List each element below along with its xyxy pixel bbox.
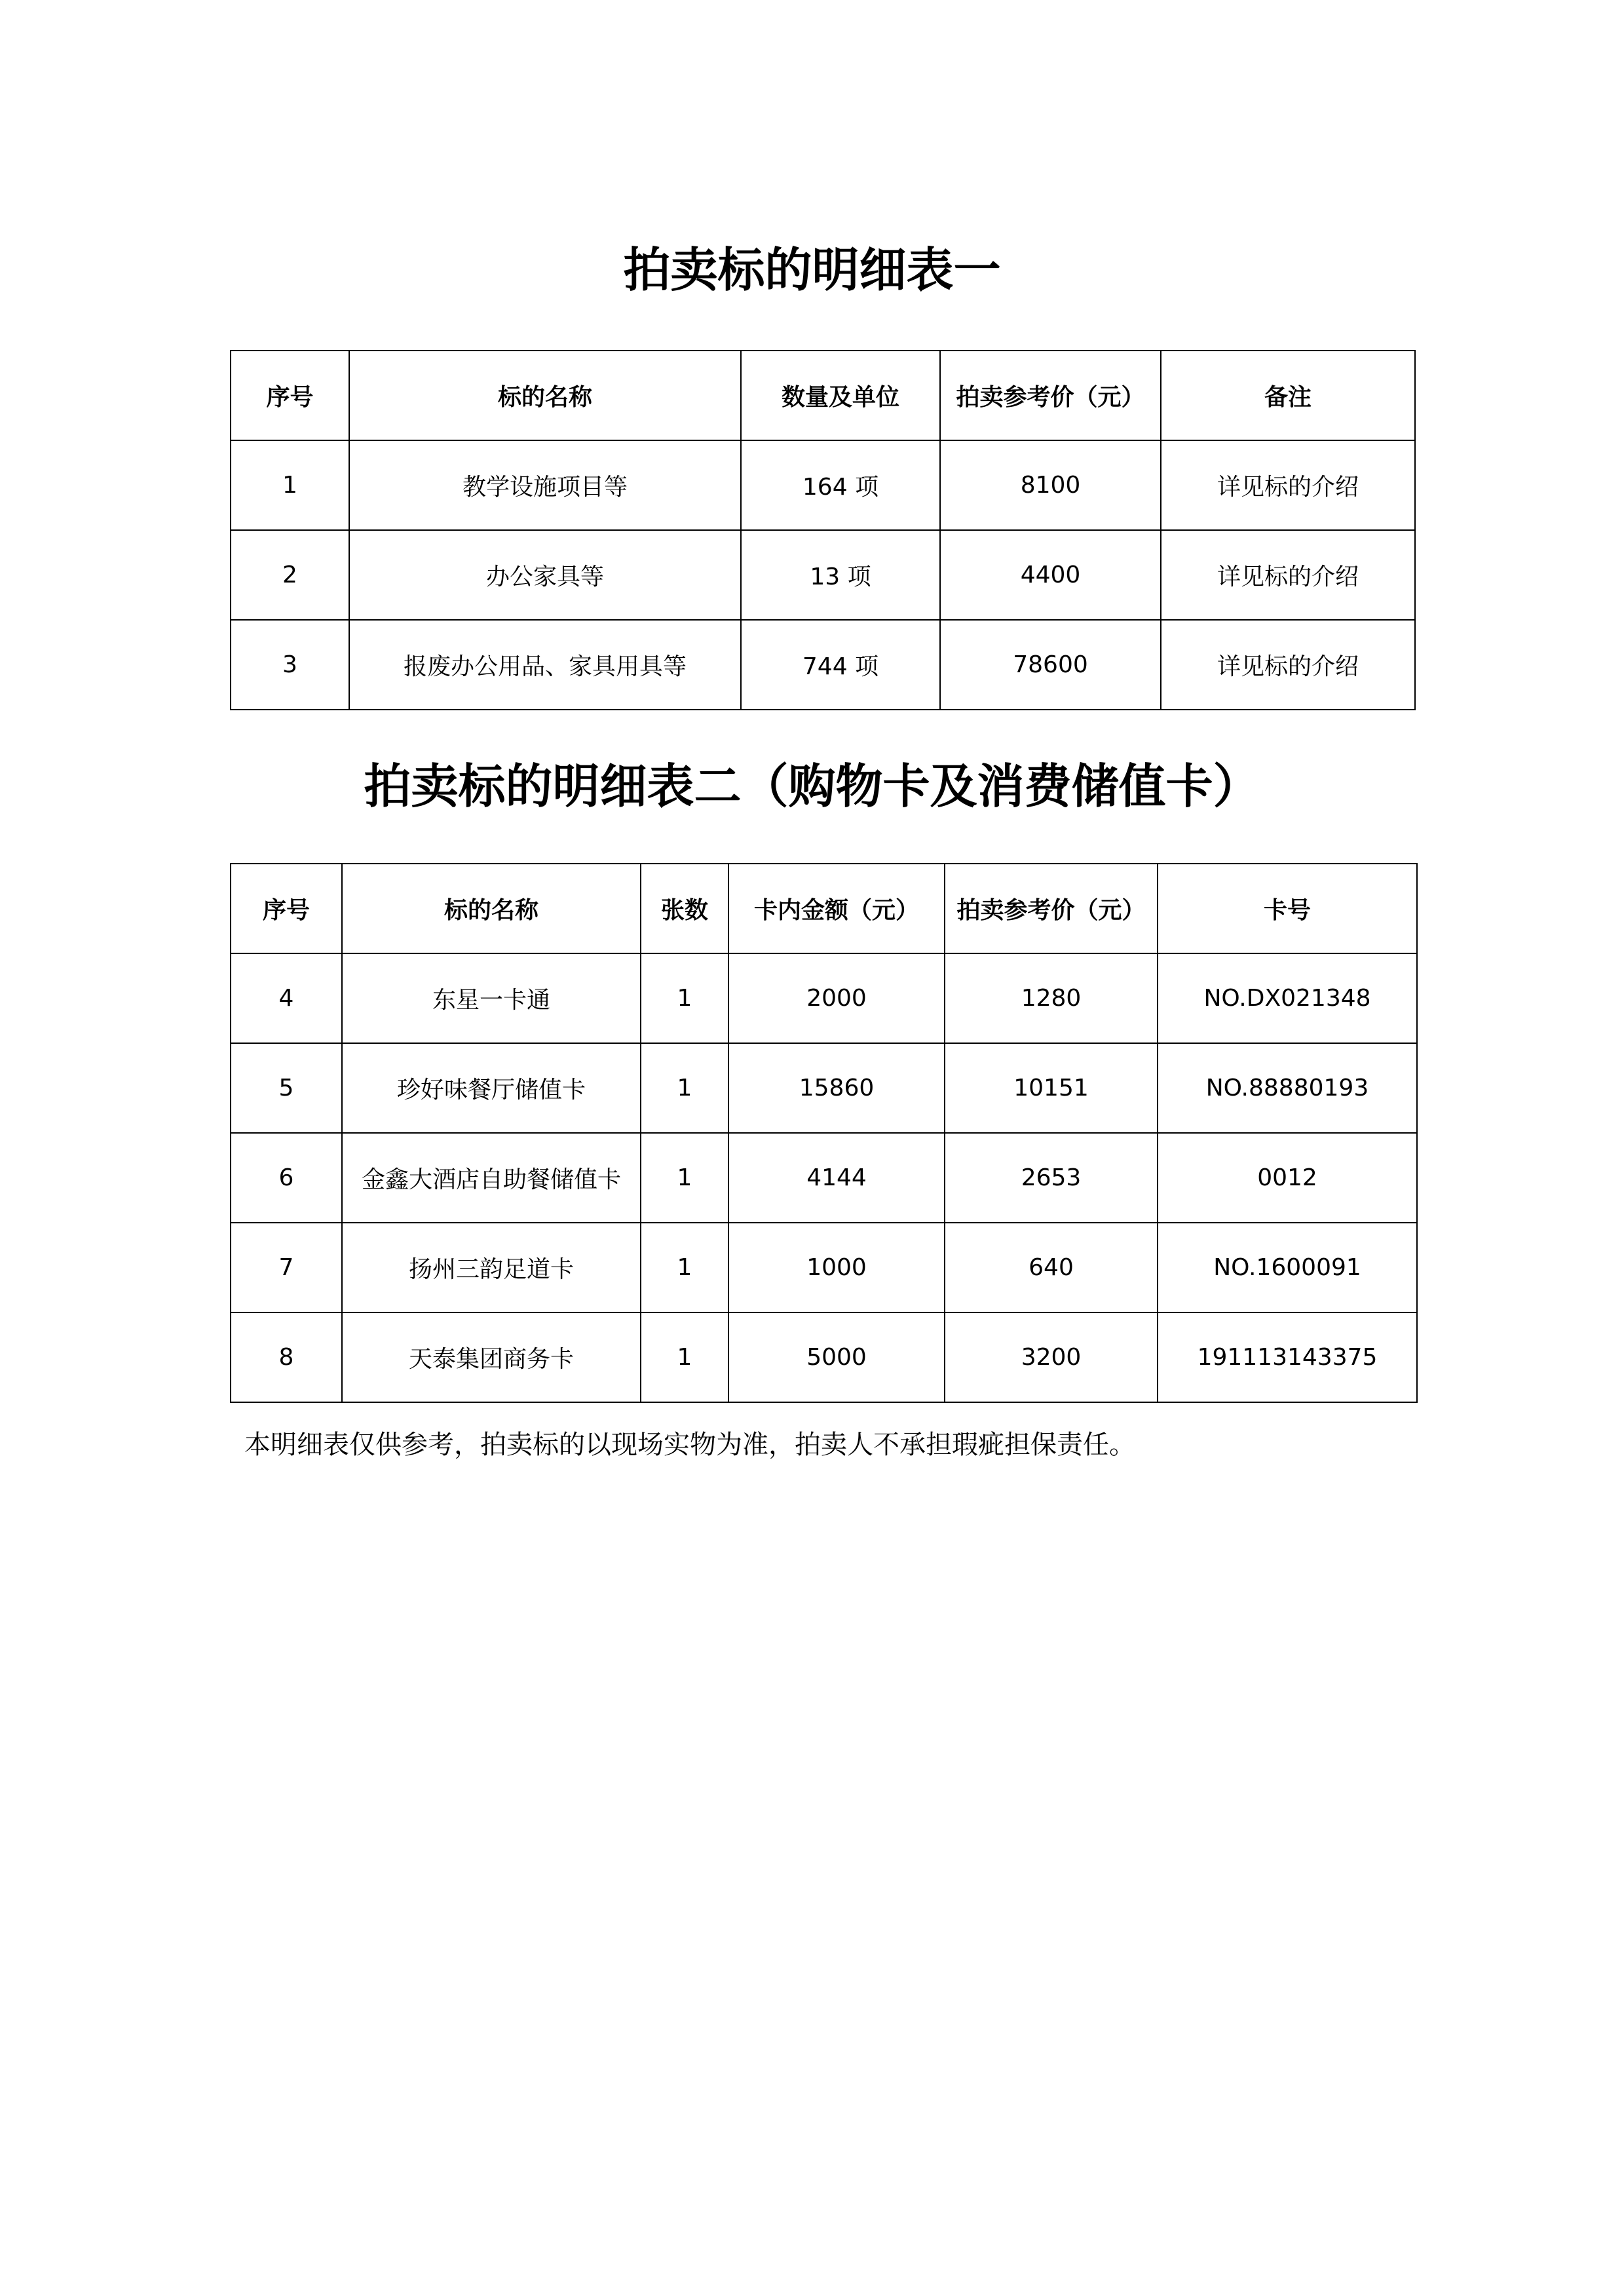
cell-reference-price: 78600 xyxy=(940,620,1161,710)
header-remarks: 备注 xyxy=(1161,351,1415,440)
cell-item-name: 教学设施项目等 xyxy=(349,440,741,530)
table-header-row xyxy=(231,864,1417,953)
cell-card-balance: 2000 xyxy=(728,953,945,1043)
cell-quantity: 164 项 xyxy=(741,440,940,530)
cell-card-balance: 5000 xyxy=(728,1312,945,1402)
cell-card-balance: 15860 xyxy=(728,1043,945,1133)
cell-card-number: 0012 xyxy=(1158,1133,1417,1223)
table-row xyxy=(231,530,1415,620)
cell-item-name: 金鑫大酒店自助餐储值卡 xyxy=(342,1133,641,1223)
cell-card-count: 1 xyxy=(641,1133,728,1223)
cell-item-name: 报废办公用品、家具用具等 xyxy=(349,620,741,710)
cell-reference-price: 2653 xyxy=(945,1133,1158,1223)
cell-reference-price: 10151 xyxy=(945,1043,1158,1133)
table-row xyxy=(231,440,1415,530)
header-index: 序号 xyxy=(231,864,342,953)
disclaimer-note: 本明细表仅供参考，拍卖标的以现场实物为准，拍卖人不承担瑕疵担保责任。 xyxy=(244,1430,1135,1460)
table-row xyxy=(231,1043,1417,1133)
header-card-count: 张数 xyxy=(641,864,728,953)
cell-index: 4 xyxy=(231,953,342,1043)
cell-remarks: 详见标的介绍 xyxy=(1161,440,1415,530)
table-row xyxy=(231,953,1417,1043)
cell-item-name: 天泰集团商务卡 xyxy=(342,1312,641,1402)
cell-card-balance: 1000 xyxy=(728,1223,945,1312)
cell-reference-price: 4400 xyxy=(940,530,1161,620)
cell-quantity: 13 项 xyxy=(741,530,940,620)
cell-card-balance: 4144 xyxy=(728,1133,945,1223)
table2-title: 拍卖标的明细表二（购物卡及消费储值卡） xyxy=(364,759,1260,814)
cell-index: 6 xyxy=(231,1133,342,1223)
cell-reference-price: 1280 xyxy=(945,953,1158,1043)
cell-card-count: 1 xyxy=(641,1223,728,1312)
cell-reference-price: 640 xyxy=(945,1223,1158,1312)
cell-item-name: 东星一卡通 xyxy=(342,953,641,1043)
cell-index: 2 xyxy=(231,530,349,620)
cell-remarks: 详见标的介绍 xyxy=(1161,620,1415,710)
auction-detail-table-2 xyxy=(230,863,1418,1403)
cell-reference-price: 3200 xyxy=(945,1312,1158,1402)
header-card-number: 卡号 xyxy=(1158,864,1417,953)
header-quantity: 数量及单位 xyxy=(741,351,940,440)
cell-card-count: 1 xyxy=(641,1312,728,1402)
cell-card-number: NO.1600091 xyxy=(1158,1223,1417,1312)
table1-title: 拍卖标的明细表一 xyxy=(623,242,1001,297)
cell-item-name: 办公家具等 xyxy=(349,530,741,620)
cell-index: 7 xyxy=(231,1223,342,1312)
cell-card-count: 1 xyxy=(641,953,728,1043)
header-index: 序号 xyxy=(231,351,349,440)
header-item-name: 标的名称 xyxy=(349,351,741,440)
header-item-name: 标的名称 xyxy=(342,864,641,953)
header-card-balance: 卡内金额（元） xyxy=(728,864,945,953)
table-row xyxy=(231,620,1415,710)
cell-index: 8 xyxy=(231,1312,342,1402)
table-row xyxy=(231,1312,1417,1402)
header-reference-price: 拍卖参考价（元） xyxy=(940,351,1161,440)
cell-item-name: 珍好味餐厅储值卡 xyxy=(342,1043,641,1133)
table-header-row xyxy=(231,351,1415,440)
cell-item-name: 扬州三韵足道卡 xyxy=(342,1223,641,1312)
cell-index: 5 xyxy=(231,1043,342,1133)
table-row xyxy=(231,1223,1417,1312)
cell-card-number: NO.DX021348 xyxy=(1158,953,1417,1043)
auction-detail-table-1 xyxy=(230,350,1416,710)
cell-card-number: NO.88880193 xyxy=(1158,1043,1417,1133)
cell-remarks: 详见标的介绍 xyxy=(1161,530,1415,620)
cell-card-number: 191113143375 xyxy=(1158,1312,1417,1402)
table-row xyxy=(231,1133,1417,1223)
cell-index: 3 xyxy=(231,620,349,710)
cell-index: 1 xyxy=(231,440,349,530)
cell-card-count: 1 xyxy=(641,1043,728,1133)
cell-reference-price: 8100 xyxy=(940,440,1161,530)
cell-quantity: 744 项 xyxy=(741,620,940,710)
header-reference-price: 拍卖参考价（元） xyxy=(945,864,1158,953)
